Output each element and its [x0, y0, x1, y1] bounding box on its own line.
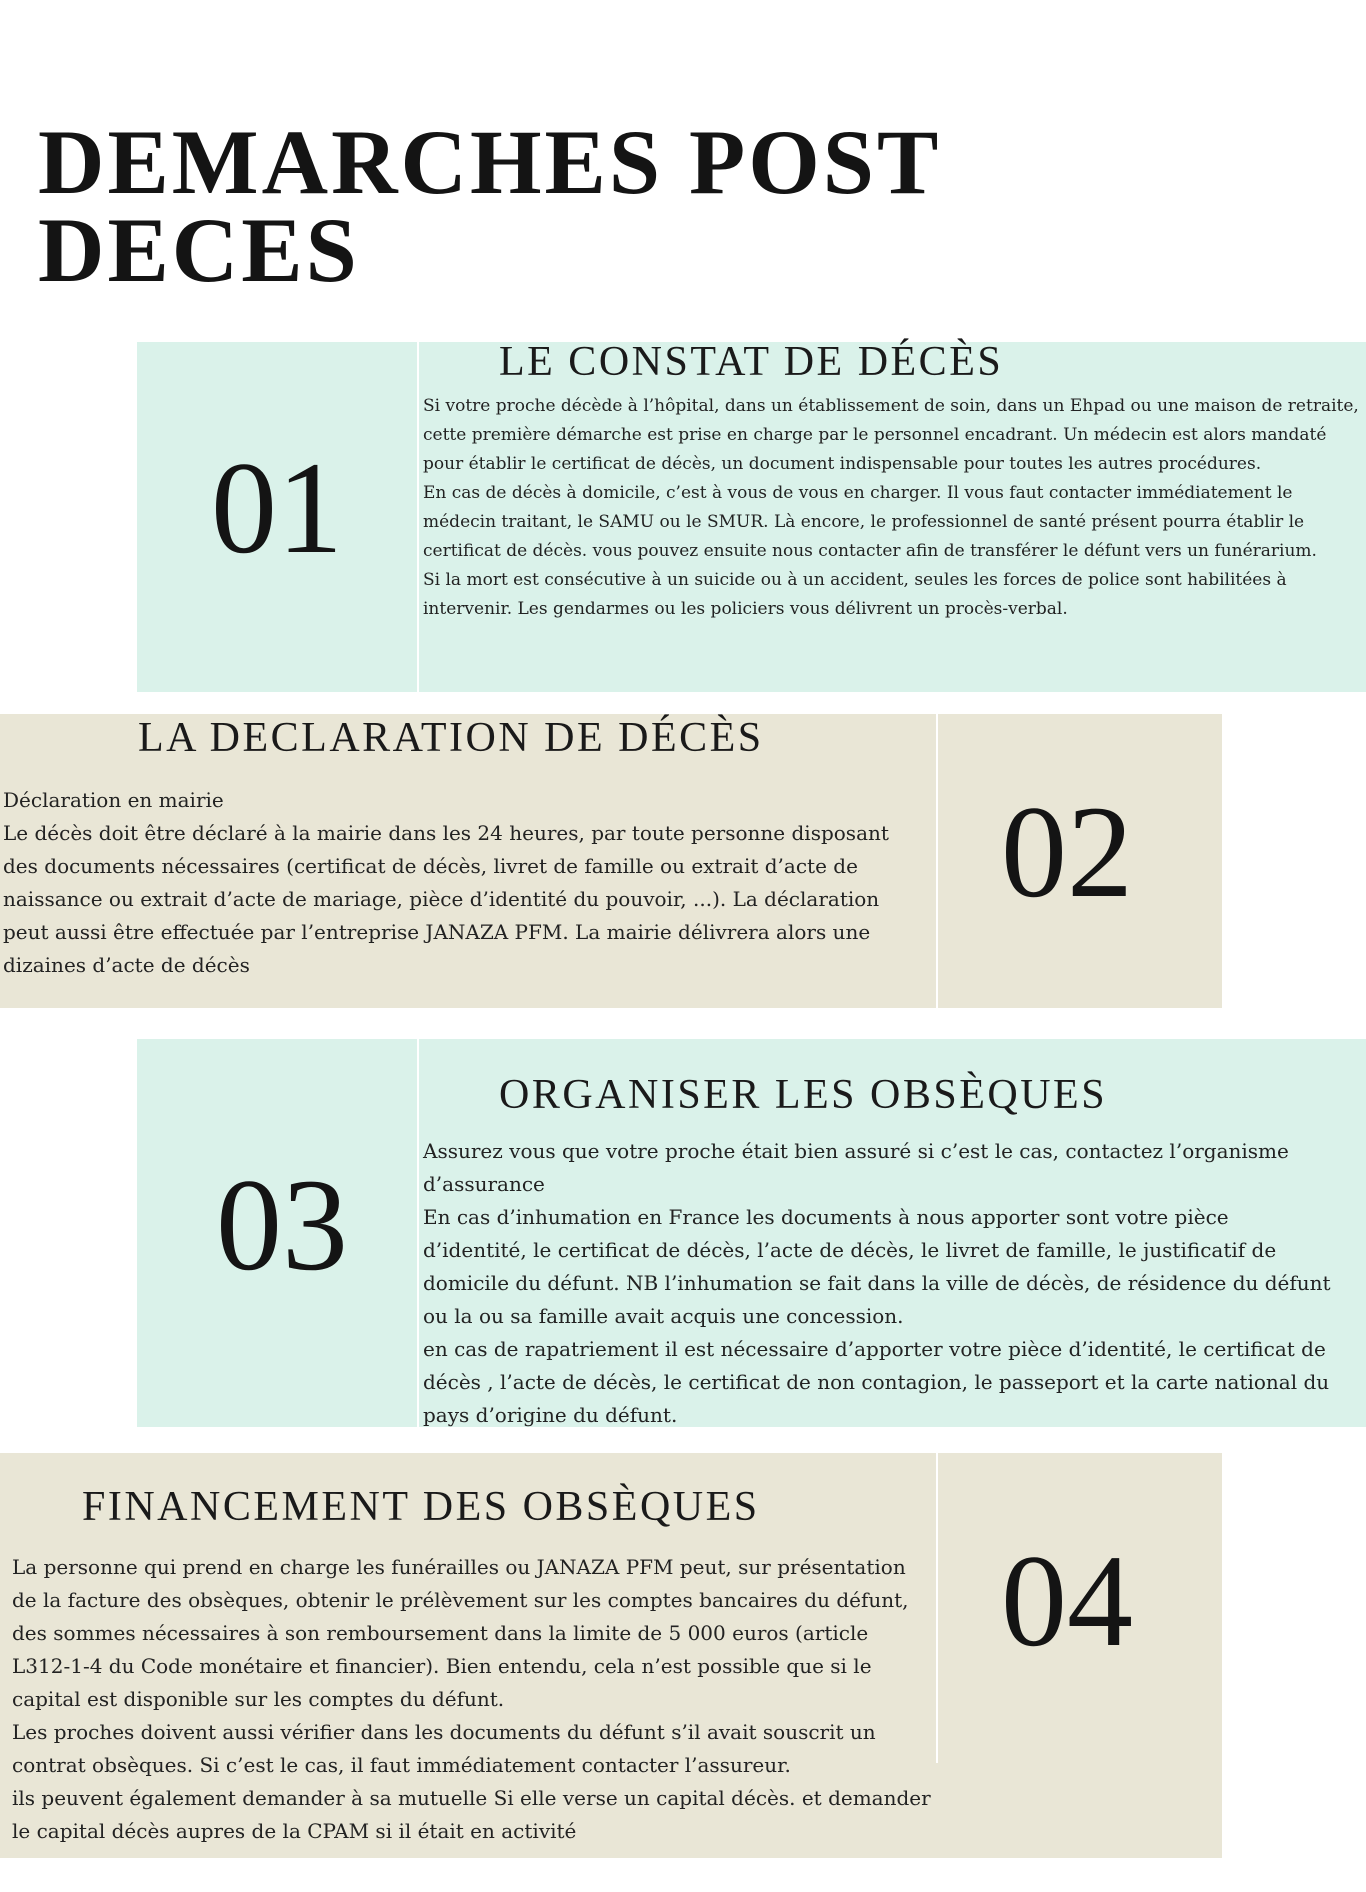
- paragraph: Déclaration en mairie: [3, 788, 224, 812]
- section-number: 02: [1001, 778, 1133, 925]
- section-number: 04: [1001, 1527, 1133, 1674]
- section-body: [423, 392, 1359, 624]
- paragraph: Assurez vous que votre proche était bien assuré si c’est le cas, contactez l’organisme d’assurance: [423, 1139, 1289, 1196]
- section-heading: LE CONSTAT DE DÉCÈS: [499, 339, 1004, 385]
- paragraph: Le décès doit être déclaré à la mairie dans les 24 heures, par toute personne disposant des documents nécessaires (certificat de décès, livret de famille ou extrait d’acte de naissance ou extrait d’acte de mariage, pièce d’identité du pouvoir, ...). La déclaration peut aussi être effectuée par l’entreprise JANAZA PFM. La mairie délivrera alors une dizaines d’acte de décès: [3, 821, 889, 977]
- section-constat-de-deces: [137, 339, 1366, 692]
- paragraph: Les proches doivent aussi vérifier dans les documents du défunt s’il avait souscrit un contrat obsèques. Si c’est le cas, il faut immédiatement contacter l’assureur.: [12, 1720, 876, 1777]
- section-body: [12, 1551, 932, 1848]
- section-financement-des-obseques: [0, 1453, 1222, 1858]
- paragraph: Si la mort est consécutive à un suicide ou à un accident, seules les forces de police sont habilitées à intervenir. Les gendarmes ou les policiers vous délivrent un procès-verbal.: [423, 570, 1287, 619]
- section-heading: ORGANISER LES OBSÈQUES: [499, 1072, 1108, 1118]
- section-declaration-de-deces: [0, 714, 1222, 1008]
- section-heading: FINANCEMENT DES OBSÈQUES: [82, 1484, 760, 1530]
- section-number: 03: [216, 1151, 348, 1298]
- section-divider: [936, 714, 938, 1008]
- paragraph: ils peuvent également demander à sa mutuelle Si elle verse un capital décès. et demander le capital décès aupres de la CPAM si il était en activité: [12, 1786, 931, 1843]
- section-organiser-les-obseques: [137, 1039, 1366, 1427]
- section-body: [423, 1135, 1333, 1432]
- section-divider: [417, 342, 419, 692]
- paragraph: En cas de décès à domicile, c’est à vous de vous en charger. Il vous faut contacter immédiatement le médecin traitant, le SAMU ou le SMUR. Là encore, le professionnel de santé présent pourra établir le certificat de décès. vous pouvez ensuite nous contacter afin de transférer le défunt vers un funérarium.: [423, 483, 1317, 561]
- paragraph: La personne qui prend en charge les funérailles ou JANAZA PFM peut, sur présentation de la facture des obsèques, obtenir le prélèvement sur les comptes bancaires du défunt, des sommes nécessaires à son remboursement dans la limite de 5 000 euros (article L312-1-4 du Code monétaire et financier). Bien entendu, cela n’est possible que si le capital est disponible sur les comptes du défunt.: [12, 1555, 909, 1711]
- page-title: [38, 111, 942, 301]
- paragraph: En cas d’inhumation en France les documents à nous apporter sont votre pièce d’identité, le certificat de décès, l’acte de décès, le livret de famille, le justificatif de domicile du défunt. NB l’inhumation se fait dans la ville de décès, de résidence du défunt ou la ou sa famille avait acquis une concession.: [423, 1205, 1331, 1328]
- section-number: 01: [211, 434, 343, 581]
- section-divider: [417, 1039, 419, 1427]
- page-title-line-1: DEMARCHES POST: [38, 111, 942, 213]
- page-title-line-2: DECES: [38, 199, 360, 301]
- section-heading: LA DECLARATION DE DÉCÈS: [138, 715, 764, 761]
- section-divider: [936, 1453, 938, 1763]
- paragraph: Si votre proche décède à l’hôpital, dans un établissement de soin, dans un Ehpad ou une maison de retraite, cette première démarche est prise en charge par le personnel encadrant. Un médecin est alors mandaté pour établir le certificat de décès, un document indispensable pour toutes les autres procédures.: [423, 396, 1359, 474]
- paragraph: en cas de rapatriement il est nécessaire d’apporter votre pièce d’identité, le certificat de décès , l’acte de décès, le certificat de non contagion, le passeport et la carte national du pays d’origine du défunt.: [423, 1337, 1330, 1427]
- section-body: [3, 784, 913, 982]
